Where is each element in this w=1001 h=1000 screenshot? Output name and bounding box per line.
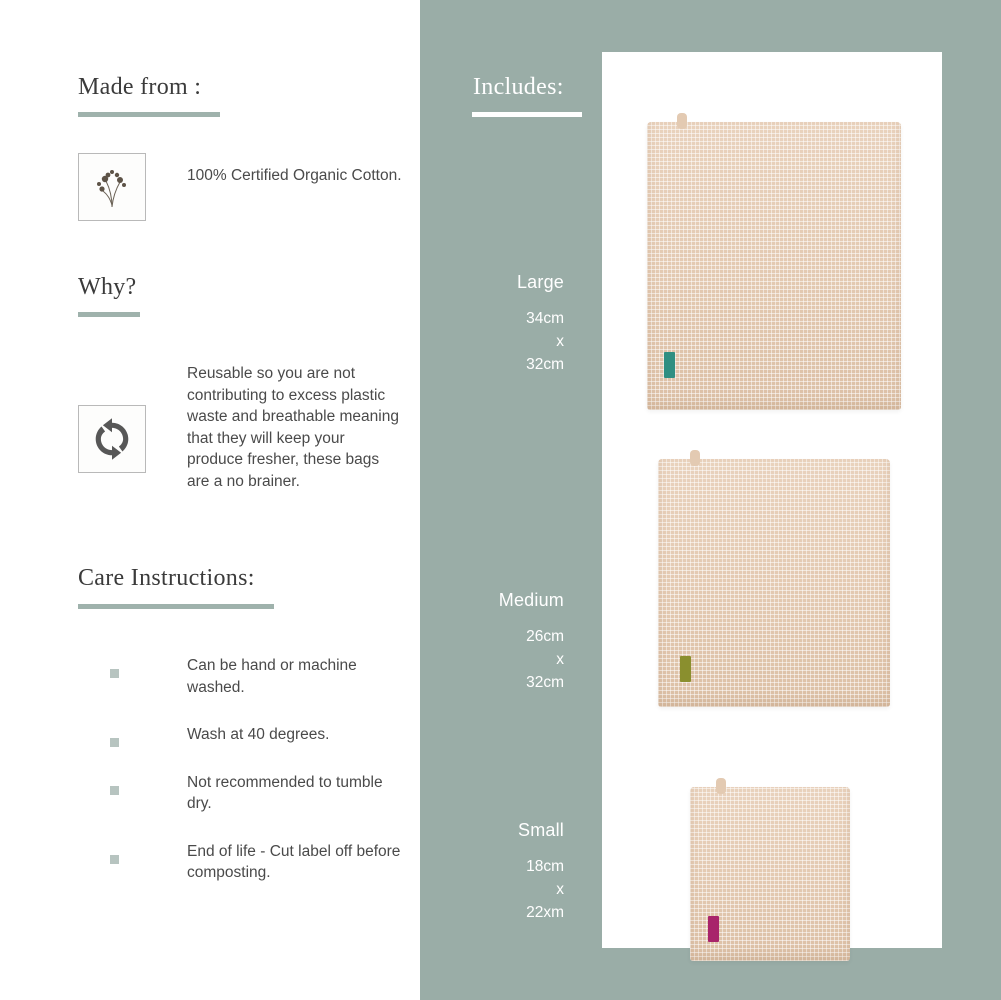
brand-tag-icon	[680, 656, 691, 682]
why-divider	[78, 312, 140, 317]
bag-large-image	[647, 122, 901, 410]
bag-medium-separator: x	[556, 651, 564, 668]
bag-small-height: 22xm	[526, 904, 564, 921]
drawstring-icon	[690, 450, 700, 466]
list-item-label: Not recommended to tumble dry.	[187, 773, 383, 812]
includes-heading: Includes:	[473, 74, 564, 100]
bullet-icon	[110, 738, 119, 747]
bag-medium-name: Medium	[498, 590, 564, 610]
bag-medium-image	[658, 459, 890, 707]
bag-large-separator: x	[556, 333, 564, 350]
list-item-label: Can be hand or machine washed.	[187, 657, 357, 696]
care-instructions-list	[110, 655, 410, 910]
product-photo	[602, 52, 942, 948]
bullet-icon	[110, 855, 119, 864]
recycle-icon	[78, 405, 146, 473]
bag-small-label	[424, 820, 564, 924]
bag-large-height: 32cm	[526, 356, 564, 373]
bag-small-separator: x	[556, 881, 564, 898]
cotton-plant-icon	[78, 153, 146, 221]
bag-small-width: 18cm	[526, 858, 564, 875]
bag-small-name: Small	[517, 820, 564, 840]
list-item-label: End of life - Cut label off before composting.	[187, 842, 401, 881]
drawstring-icon	[716, 778, 726, 794]
list-item	[110, 772, 410, 815]
bag-large-width: 34cm	[526, 310, 564, 327]
made-from-heading: Made from :	[78, 74, 202, 100]
why-text: Reusable so you are not contributing to excess plastic waste and breathable meaning that they will keep your produce fresher, these bags are a no brainer.	[187, 365, 399, 490]
bag-large-name: Large	[516, 272, 564, 292]
list-item	[110, 841, 410, 884]
list-item-label: Wash at 40 degrees.	[187, 726, 330, 743]
why-heading: Why?	[78, 274, 137, 300]
brand-tag-icon	[708, 916, 719, 942]
includes-panel	[420, 0, 1001, 1000]
bag-small-image	[690, 787, 850, 961]
care-instructions-divider	[78, 604, 274, 609]
left-info-panel	[0, 0, 420, 1000]
bag-medium-height: 32cm	[526, 674, 564, 691]
drawstring-icon	[677, 113, 687, 129]
includes-divider	[472, 112, 582, 117]
made-from-text: 100% Certified Organic Cotton.	[187, 167, 402, 184]
bag-medium-width: 26cm	[526, 628, 564, 645]
bullet-icon	[110, 669, 119, 678]
bag-medium-label	[424, 590, 564, 694]
bag-large-label	[424, 272, 564, 376]
care-instructions-heading: Care Instructions:	[78, 565, 255, 591]
list-item	[110, 724, 410, 746]
brand-tag-icon	[664, 352, 675, 378]
made-from-divider	[78, 112, 220, 117]
bullet-icon	[110, 786, 119, 795]
list-item	[110, 655, 410, 698]
